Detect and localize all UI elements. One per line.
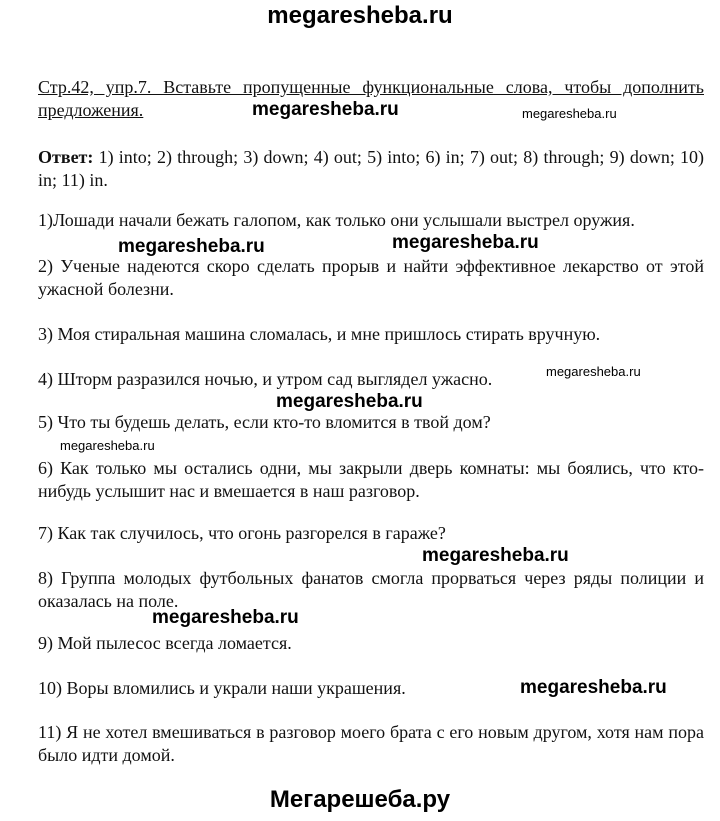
watermark-small: megaresheba.ru	[522, 106, 617, 121]
sentence-4: 4) Шторм разразился ночью, и утром сад выглядел ужасно.	[38, 369, 493, 389]
sentence-10: 10) Воры вломились и украли наши украшения.	[38, 678, 406, 698]
watermark-bold: megaresheba.ru	[252, 99, 399, 120]
watermark-small: megaresheba.ru	[546, 364, 641, 379]
sentence-1: 1)Лошади начали бежать галопом, как только они услышали выстрел оружия.	[38, 210, 635, 230]
sentence-11: 11) Я не хотел вмешиваться в разговор моего брата с его новым другом, хотя нам пора было идти домой.	[38, 722, 704, 765]
sentence-7: 7) Как так случилось, что огонь разгорелся в гараже?	[38, 523, 446, 543]
watermark-bold: megaresheba.ru	[152, 607, 299, 628]
sentence-5: 5) Что ты будешь делать, если кто-то вломится в твой дом?	[38, 412, 491, 432]
sentence-2: 2) Ученые надеются скоро сделать прорыв и найти эффективное лекарство от этой ужасной болезни.	[38, 256, 704, 299]
task-header: Стр.42, упр.7. Вставьте пропущенные функциональные слова, чтобы дополнить предложения.	[38, 77, 704, 120]
sentence-6: 6) Как только мы остались одни, мы закрыли дверь комнаты: мы боялись, что кто-нибудь услышит нас и вмешается в наш разговор.	[38, 458, 704, 501]
watermark-bold: megaresheba.ru	[118, 236, 265, 257]
sentence-3: 3) Моя стиральная машина сломалась, и мне пришлось стирать вручную.	[38, 324, 601, 344]
answer-block	[38, 146, 704, 192]
top-watermark: megaresheba.ru	[267, 2, 453, 29]
watermark-bold: megaresheba.ru	[392, 232, 539, 253]
answer-text: 1) into; 2) through; 3) down; 4) out; 5) into; 6) in; 7) out; 8) through; 9) down; 10) in; 11) in.	[38, 147, 705, 190]
watermark-bold: megaresheba.ru	[520, 677, 667, 698]
watermark-small: megaresheba.ru	[60, 438, 155, 453]
sentence-9: 9) Мой пылесос всегда ломается.	[38, 633, 292, 653]
answer-label: Ответ:	[38, 147, 94, 167]
watermark-bold: megaresheba.ru	[422, 545, 569, 566]
bottom-watermark: Мегарешеба.ру	[269, 786, 451, 813]
watermark-bold: megaresheba.ru	[276, 391, 423, 412]
sentence-8: 8) Группа молодых футбольных фанатов смогла прорваться через ряды полиции и оказалась на поле.	[38, 568, 704, 611]
